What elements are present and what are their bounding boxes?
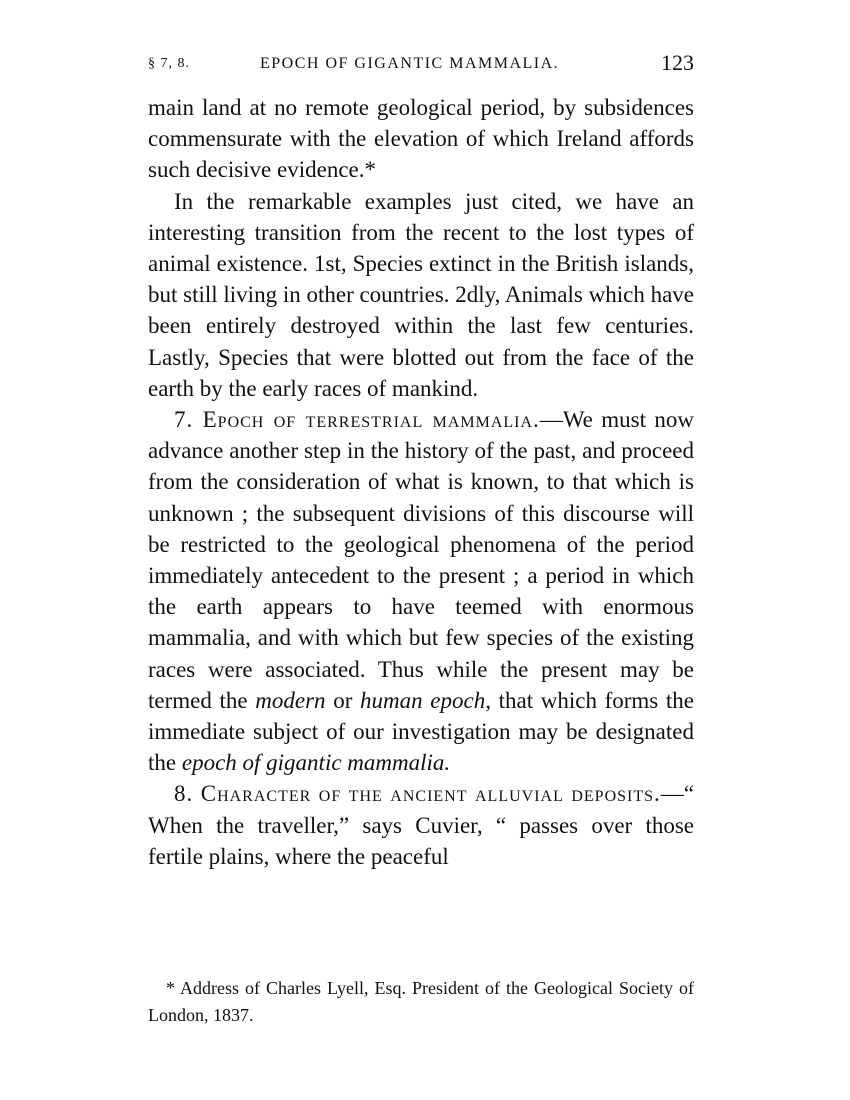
- paragraph-continuation: main land at no remote geological period, by subsidences commensurate with the elevation of which Ireland affords such decisive evidence.*: [148, 95, 694, 183]
- footnote: [148, 975, 694, 1029]
- section-reference: § 7, 8.: [148, 56, 190, 71]
- paragraph-section-7: [148, 404, 694, 778]
- section-heading-8: 8. Character of the ancient alluvial deposits.: [174, 781, 661, 807]
- paragraph-section-8: [148, 778, 694, 872]
- section-heading-7: 7. Epoch of terrestrial mammalia.: [174, 407, 540, 433]
- footnote-text: * Address of Charles Lyell, Esq. President of the Geological Society of London, 1837.: [148, 978, 694, 1025]
- section-7-text-tail: that which forms the immediate subject of our investigation may be designated the: [148, 687, 694, 776]
- italic-epoch-of-gigantic-mammalia: epoch of gigantic mammalia.: [181, 750, 451, 776]
- body-text: [148, 92, 694, 872]
- italic-modern: modern: [255, 687, 326, 713]
- section-7-text-or: or: [325, 687, 361, 713]
- running-head: [148, 50, 694, 80]
- section-8-text: —“ When the traveller,” says Cuvier, “ passes over those fertile plains, where the peaceful: [148, 781, 694, 869]
- running-title: EPOCH OF GIGANTIC MAMMALIA.: [260, 55, 560, 72]
- paragraph-transition: In the remarkable examples just cited, we have an interesting transition from the recent to the lost types of animal existence. 1st, Species extinct in the British islands, but still living in other countries. 2dly, Animals which have been entirely destroyed within the last few centuries. Lastly, Species that were blotted out from the face of the earth by the early races of mankind.: [148, 188, 694, 401]
- section-7-text: —We must now advance another step in the history of the past, and proceed from the consideration of what is known, to that which is unknown ; the subsequent divisions of this discourse will be restricted to the geological phenomena of the period immediately antecedent to the present ; a period in which the earth appears to have teemed with enormous mammalia, and with which but few species of the existing races were associated. Thus while the present may be termed the: [148, 407, 694, 713]
- page-number: 123: [661, 50, 694, 75]
- italic-human-epoch: human epoch,: [360, 687, 491, 713]
